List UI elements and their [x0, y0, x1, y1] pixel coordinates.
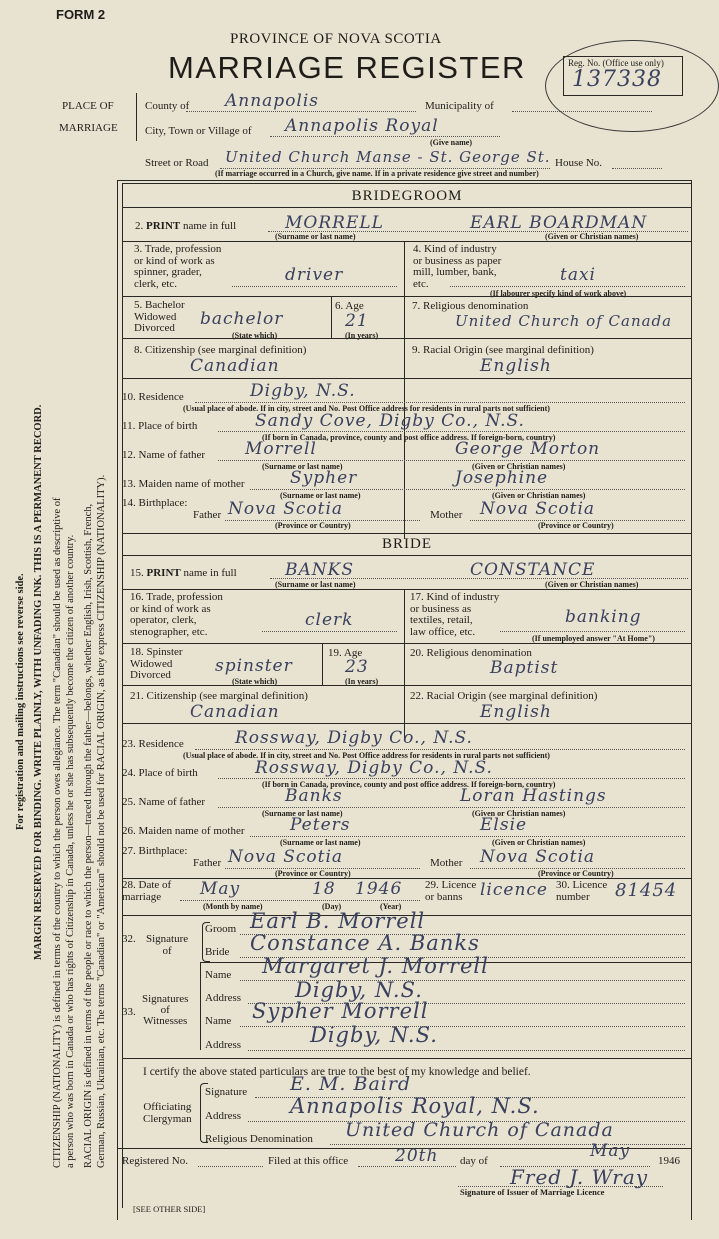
clergy-signature: E. M. Baird [290, 1073, 412, 1095]
bride-father-g-hint: (Given or Christian names) [472, 809, 566, 818]
groom-trade-label: 3. Trade, profession or kind of work as spinner, grader, clerk, etc. [134, 243, 222, 290]
month-hint: (Month by name) [203, 902, 263, 911]
groom-religion: United Church of Canada [455, 312, 673, 330]
bride-father-s-hint: (Surname or last name) [262, 809, 343, 818]
groom-age: 21 [345, 311, 369, 331]
groom-sig-label: Groom [205, 923, 237, 935]
margin-line1: For registration and mailing instructions see reverse side. [15, 573, 26, 830]
groom-birth-label: 11. Place of birth [122, 420, 198, 432]
give-name-hint: (Give name) [430, 138, 472, 147]
groom-residence: Digby, N.S. [250, 381, 356, 401]
groom-given: EARL BOARDMAN [470, 213, 648, 233]
margin-line5: RACIAL ORIGIN is defined in terms of the people or race to which the person—traced through the father—belongs, whether English, Irish, Scottish, French, [83, 503, 94, 1168]
filed-label: Filed at this office [268, 1155, 349, 1167]
bride-birth-hint: (If born in Canada, province, county and post office address. If foreign-born, country) [262, 780, 556, 789]
groom-age-hint: (In years) [345, 331, 379, 340]
reg-number-value: 137338 [572, 67, 662, 92]
registered-label: Registered No. [122, 1155, 188, 1167]
groom-father-given: George Morton [455, 439, 601, 459]
groom-mother-given: Josephine [455, 468, 549, 488]
licence-number: 81454 [615, 880, 678, 901]
certify-text: I certify the above stated particulars are true to the best of my knowledge and belief. [143, 1066, 531, 1078]
bride-trade: clerk [305, 610, 354, 630]
sig-num: 32. [122, 933, 136, 945]
filed-month: May [590, 1141, 631, 1161]
bride-name-label: 15. PRINT name in full [130, 567, 237, 579]
w2-address-label: Address [205, 1039, 242, 1051]
place-of-label: PLACE OF [62, 100, 114, 112]
groom-mother-bp: Nova Scotia [480, 499, 596, 519]
bride-mother-g-hint: (Given or Christian names) [492, 838, 586, 847]
groom-racial-label: 9. Racial Origin (see marginal definition) [412, 344, 594, 356]
bride-birth-label: 24. Place of birth [122, 767, 198, 779]
groom-racial: English [480, 356, 552, 376]
groom-mother-bp-label: Mother [430, 509, 463, 521]
groom-father-g-hint: (Given or Christian names) [472, 462, 566, 471]
groom-birth: Sandy Cove, Digby Co., N.S. [255, 411, 525, 431]
street-value: United Church Manse - St. George St. [225, 148, 551, 166]
bride-surname-hint: (Surname or last name) [275, 580, 356, 589]
witness1-name: Margaret J. Morrell [262, 954, 489, 978]
county-value: Annapolis [225, 91, 320, 111]
clergy-address: Annapolis Royal, N.S. [290, 1094, 540, 1118]
bride-mother-s-hint: (Surname or last name) [280, 838, 361, 847]
bride-age-hint: (In years) [345, 677, 379, 686]
bride-birthplace-label: 27. Birthplace: [122, 845, 188, 857]
groom-trade: driver [285, 265, 344, 285]
bride-surname: BANKS [285, 560, 354, 580]
wedding-year: 1946 [355, 879, 403, 899]
bride-mother-label: 26. Maiden name of mother [122, 825, 245, 837]
bride-status-hint: (State which) [232, 677, 278, 686]
day-of-label: day of [460, 1155, 488, 1167]
clergy-denom-label: Religious Denomination [205, 1133, 313, 1145]
issuer-label: Signature of Issuer of Marriage Licence [460, 1187, 605, 1197]
city-value: Annapolis Royal [285, 116, 439, 136]
bride-residence-hint: (Usual place of abode. If in city, street and No. Post Office address for residents in rural parts not sufficient) [183, 751, 550, 760]
bride-mother-given: Elsie [480, 815, 528, 835]
groom-mother-label: 13. Maiden name of mother [122, 478, 245, 490]
groom-name-label: 2. PRINT name in full [135, 220, 237, 232]
groom-residence-label: 10. Residence [122, 391, 184, 403]
groom-citizen-label: 8. Citizenship (see marginal definition) [134, 344, 307, 356]
bride-age: 23 [345, 657, 369, 677]
groom-residence-hint: (Usual place of abode. If in city, street and No. Post Office address for residents in rural parts not sufficient) [183, 404, 550, 413]
w2-name-label: Name [205, 1015, 232, 1027]
bride-father-given: Loran Hastings [460, 786, 607, 806]
day-hint: (Day) [322, 902, 342, 911]
bride-signature: Constance A. Banks [250, 931, 480, 955]
groom-father-bp-label: Father [193, 509, 222, 521]
page-title: MARRIAGE REGISTER [168, 50, 526, 85]
witness1-address: Digby, N.S. [295, 978, 423, 1002]
bride-mother-bp: Nova Scotia [480, 847, 596, 867]
bride-sig-label: Bride [205, 946, 230, 958]
filed-day: 20th [395, 1146, 439, 1166]
see-other-side: [SEE OTHER SIDE] [133, 1204, 206, 1214]
groom-status: bachelor [200, 309, 284, 329]
bride-mother-bp-label: Mother [430, 857, 463, 869]
house-label: House No. [555, 157, 603, 169]
witness2-name: Sypher Morrell [252, 999, 429, 1023]
issuer-signature: Fred J. Wray [510, 1165, 649, 1189]
w1-address-label: Address [205, 992, 242, 1004]
margin-line3: CITIZENSHIP (NATIONALITY) is defined in terms of the country to which the person owes allegiance. The term "Canadian" should be used as descriptive of [52, 497, 63, 1168]
place-note: (If marriage occurred in a Church, give name. If in a private residence give street and number) [215, 169, 539, 178]
margin-line6: German, Russian, Ukrainian, etc. The terms "Canadian" or "American" should not be used for RACIAL ORIGIN, as they express CITIZENSHIP (NATIONALITY). [96, 474, 107, 1168]
groom-mother-s-hint: (Surname or last name) [280, 491, 361, 500]
groom-citizen: Canadian [190, 356, 280, 376]
clergy-denom: United Church of Canada [345, 1119, 614, 1141]
wedding-month: May [200, 879, 241, 899]
groom-section-header: BRIDEGROOM [351, 188, 463, 204]
sig-label: Signature of [146, 933, 189, 957]
bride-father-bp-label: Father [193, 857, 222, 869]
margin-line2: MARGIN RESERVED FOR BINDING. WRITE PLAINLY, WITH UNFADING INK. THIS IS A PERMANENT RECORD. [33, 404, 44, 960]
margin-line4: a person who was born in Canada or who has rights of Citizenship in Canada, unless he or she has subsequently become the citizen of another country. [65, 534, 76, 1168]
bride-racial-label: 22. Racial Origin (see marginal definition) [410, 690, 598, 702]
bride-racial: English [480, 702, 552, 722]
groom-father-s-hint: (Surname or last name) [262, 462, 343, 471]
groom-bp-hint-father: (Province or Country) [275, 521, 351, 530]
bride-status-label: 18. Spinster Widowed Divorced [130, 646, 183, 681]
bride-residence-label: 23. Residence [122, 738, 184, 750]
clergy-address-label: Address [205, 1110, 242, 1122]
reg-number-label: Reg. No. (Office use only) [568, 58, 664, 68]
groom-father-surname: Morrell [245, 439, 317, 459]
bride-birth: Rossway, Digby Co., N.S. [255, 758, 493, 778]
groom-birth-hint: (If born in Canada, province, county and post office address. If foreign-born, country) [262, 433, 556, 442]
bride-citizen: Canadian [190, 702, 280, 722]
witness2-address: Digby, N.S. [310, 1023, 438, 1047]
marriage-label: MARRIAGE [59, 122, 118, 134]
bride-religion-label: 20. Religious denomination [410, 647, 532, 659]
bride-industry-hint: (If unemployed answer "At Home") [532, 634, 655, 643]
bride-citizen-label: 21. Citizenship (see marginal definition) [130, 690, 308, 702]
bride-trade-label: 16. Trade, profession or kind of work as operator, clerk, stenographer, etc. [130, 591, 223, 638]
bride-bp-hint-father: (Province or Country) [275, 869, 351, 878]
reg-number-box [563, 56, 683, 96]
clergy-sig-label: Signature [205, 1086, 248, 1098]
licence-label: 29. Licence or banns [425, 879, 477, 903]
groom-signature: Earl B. Morrell [250, 909, 426, 933]
bride-father-surname: Banks [285, 786, 343, 806]
witness-num: 33. [122, 1006, 136, 1018]
bride-father-label: 25. Name of father [122, 796, 206, 808]
bride-industry-label: 17. Kind of industry or business as textiles, retail, law office, etc. [410, 591, 500, 638]
licence-number-label: 30. Licence number [556, 879, 608, 903]
form-number: FORM 2 [56, 7, 106, 22]
groom-status-hint: (State which) [232, 331, 278, 340]
groom-status-label: 5. Bachelor Widowed Divorced [134, 299, 185, 334]
groom-industry-label: 4. Kind of industry or business as paper mill, lumber, bank, etc. [413, 243, 502, 290]
wedding-day: 18 [312, 879, 336, 899]
date-label: 28. Date of marriage [122, 879, 172, 903]
year-hint: (Year) [380, 902, 402, 911]
bride-age-label: 19. Age [328, 647, 363, 659]
groom-given-hint: (Given or Christian names) [545, 232, 639, 241]
groom-father-label: 12. Name of father [122, 449, 206, 461]
clergy-label: Officiating Clergyman [143, 1101, 192, 1125]
province-heading: PROVINCE OF NOVA SCOTIA [230, 31, 442, 47]
groom-industry: taxi [560, 265, 596, 285]
bride-bp-hint-mother: (Province or Country) [538, 869, 614, 878]
bride-mother-surname: Peters [290, 815, 351, 835]
groom-mother-g-hint: (Given or Christian names) [492, 491, 586, 500]
city-label: City, Town or Village of [145, 125, 252, 137]
bride-industry: banking [565, 607, 642, 627]
bride-residence: Rossway, Digby Co., N.S. [235, 728, 473, 748]
bride-religion: Baptist [490, 658, 559, 678]
groom-religion-label: 7. Religious denomination [412, 300, 529, 312]
groom-surname: MORRELL [285, 213, 384, 233]
bride-given: CONSTANCE [470, 560, 596, 580]
licence-value: licence [480, 880, 548, 900]
municipality-label: Municipality of [425, 100, 494, 112]
filed-year: 1946 [658, 1155, 680, 1167]
groom-father-bp: Nova Scotia [228, 499, 344, 519]
bride-status: spinster [215, 656, 293, 676]
street-label: Street or Road [145, 157, 209, 169]
groom-mother-surname: Sypher [290, 468, 358, 488]
bride-father-bp: Nova Scotia [228, 847, 344, 867]
w1-name-label: Name [205, 969, 232, 981]
witness-label: Signatures of Witnesses [142, 993, 189, 1027]
bride-section-header: BRIDE [382, 536, 432, 552]
groom-surname-hint: (Surname or last name) [275, 232, 356, 241]
groom-bp-hint-mother: (Province or Country) [538, 521, 614, 530]
county-label: County of [145, 100, 190, 112]
groom-industry-hint: (If labourer specify kind of work above) [490, 289, 627, 298]
bride-given-hint: (Given or Christian names) [545, 580, 639, 589]
groom-birthplace-label: 14. Birthplace: [122, 497, 188, 509]
groom-age-label: 6. Age [335, 300, 364, 312]
